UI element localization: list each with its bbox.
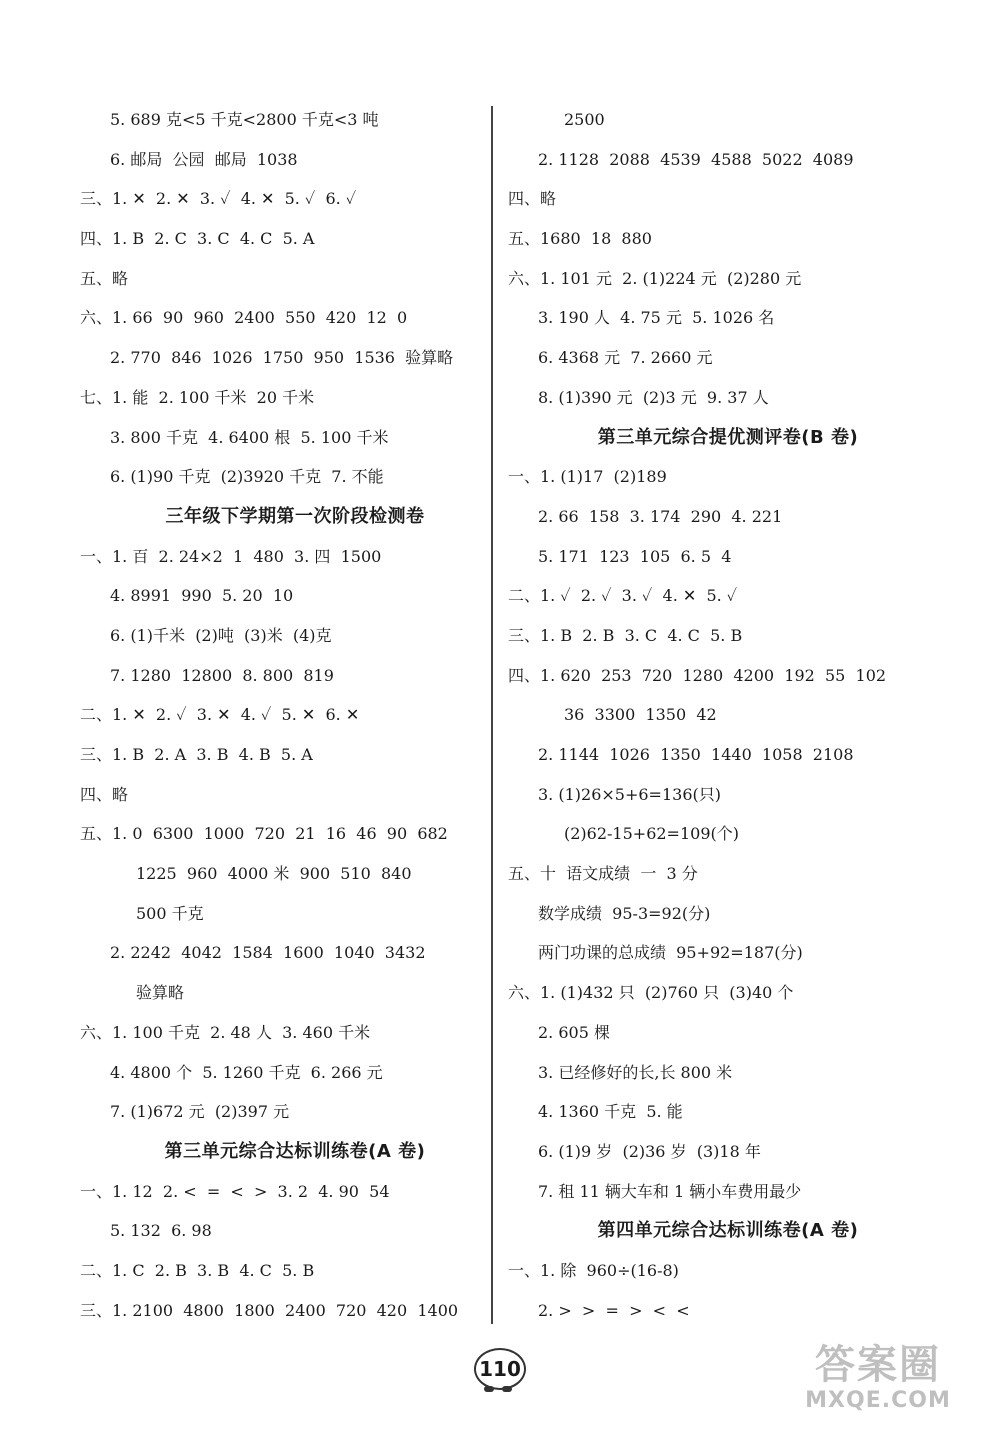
answer-line: 2. 605 棵 [538, 1022, 610, 1042]
mascot-right-foot-icon [502, 1386, 512, 1392]
answer-line: 三、1. ✕ 2. ✕ 3. ✓ 4. ✕ 5. ✓ 6. ✓ [80, 189, 357, 209]
answer-line: 数学成绩 95-3=92(分) [538, 903, 711, 923]
answer-line: 六、1. 100 千克 2. 48 人 3. 460 千米 [80, 1022, 371, 1042]
section-title: 第三单元综合达标训练卷(A 卷) [164, 1140, 426, 1162]
answer-line: 二、1. ✓ 2. ✓ 3. ✓ 4. ✕ 5. ✓ [508, 586, 738, 606]
answer-line: 5. 171 123 105 6. 5 4 [538, 546, 732, 566]
watermark [778, 1342, 978, 1422]
answer-line: 五、十 语文成绩 一 3 分 [508, 864, 698, 884]
answer-line: 2. 770 846 1026 1750 950 1536 验算略 [110, 348, 454, 368]
answer-line: 验算略 [136, 983, 185, 1003]
answer-line: 2500 [564, 110, 605, 129]
answer-line: 500 千克 [136, 903, 204, 923]
answer-line: 六、1. (1)432 只 (2)760 只 (3)40 个 [508, 983, 794, 1003]
answer-line: 2. 2242 4042 1584 1600 1040 3432 [110, 943, 426, 963]
answer-line: 五、1680 18 880 [508, 229, 652, 249]
answer-line: 六、1. 101 元 2. (1)224 元 (2)280 元 [508, 268, 802, 288]
answer-line: 3. 190 人 4. 75 元 5. 1026 名 [538, 308, 775, 328]
section-title: 第四单元综合达标训练卷(A 卷) [597, 1220, 859, 1242]
column-divider [491, 106, 493, 1324]
page-number: 110 [474, 1348, 526, 1390]
watermark-en: MXQE.COM [805, 1388, 951, 1413]
answer-line: 五、略 [80, 268, 129, 288]
answer-line: 一、1. 除 960÷(16-8) [508, 1260, 679, 1280]
answer-line: 4. 8991 990 5. 20 10 [110, 586, 294, 606]
answer-line: 5. 689 克<5 千克<2800 千克<3 吨 [110, 110, 379, 129]
section-title: 第三单元综合提优测评卷(B 卷) [597, 426, 859, 448]
answer-line: 6. (1)千米 (2)吨 (3)米 (4)克 [110, 625, 332, 645]
answer-line: 1225 960 4000 米 900 510 840 [136, 864, 412, 884]
watermark-cn: 答案圈 [815, 1342, 941, 1388]
answer-line: 四、略 [80, 784, 129, 804]
answer-line: 7. 1280 12800 8. 800 819 [110, 665, 334, 685]
answer-line: 六、1. 66 90 960 2400 550 420 12 0 [80, 308, 408, 328]
answer-line: 一、1. 12 2. < = < > 3. 2 4. 90 54 [80, 1181, 390, 1201]
right-column [508, 100, 948, 1330]
answer-line: 3. 已经修好的长,长 800 米 [538, 1062, 733, 1082]
answer-line: 五、1. 0 6300 1000 720 21 16 46 90 682 [80, 824, 448, 844]
answer-line: 一、1. (1)17 (2)189 [508, 467, 667, 487]
answer-line: 8. (1)390 元 (2)3 元 9. 37 人 [538, 387, 769, 407]
left-column [80, 100, 510, 1330]
answer-line: 一、1. 百 2. 24×2 1 480 3. 四 1500 [80, 546, 382, 566]
answer-line: 四、1. 620 253 720 1280 4200 192 55 102 [508, 665, 887, 685]
answer-line: 三、1. 2100 4800 1800 2400 720 420 1400 [80, 1300, 459, 1320]
answer-line: (2)62-15+62=109(个) [564, 824, 739, 844]
answer-line: 四、略 [508, 189, 557, 209]
answer-line: 7. (1)672 元 (2)397 元 [110, 1102, 290, 1122]
answer-line: 2. > > = > < < [538, 1300, 690, 1320]
answer-line: 三、1. B 2. A 3. B 4. B 5. A [80, 745, 313, 764]
answer-line: 二、1. ✕ 2. ✓ 3. ✕ 4. ✓ 5. ✕ 6. ✕ [80, 705, 360, 725]
answer-line: 3. (1)26×5+6=136(只) [538, 784, 721, 804]
answer-line: 7. 租 11 辆大车和 1 辆小车费用最少 [538, 1181, 802, 1201]
answer-line: 5. 132 6. 98 [110, 1221, 212, 1241]
answer-line: 4. 4800 个 5. 1260 千克 6. 266 元 [110, 1062, 383, 1082]
answer-line: 三、1. B 2. B 3. C 4. C 5. B [508, 625, 743, 645]
answer-line: 6. 邮局 公园 邮局 1038 [110, 149, 298, 169]
answer-line: 两门功课的总成绩 95+92=187(分) [538, 943, 803, 963]
answer-line: 2. 66 158 3. 174 290 4. 221 [538, 506, 783, 526]
answer-line: 3. 800 千克 4. 6400 根 5. 100 千米 [110, 427, 389, 447]
answer-line: 4. 1360 千克 5. 能 [538, 1102, 683, 1122]
answer-line: 6. (1)90 千克 (2)3920 千克 7. 不能 [110, 467, 384, 487]
answer-line: 6. 4368 元 7. 2660 元 [538, 348, 713, 368]
section-title: 三年级下学期第一次阶段检测卷 [165, 505, 425, 527]
answer-line: 二、1. C 2. B 3. B 4. C 5. B [80, 1260, 315, 1280]
answer-line: 36 3300 1350 42 [564, 705, 717, 725]
answer-line: 2. 1128 2088 4539 4588 5022 4089 [538, 149, 854, 169]
answer-line: 七、1. 能 2. 100 千米 20 千米 [80, 387, 315, 407]
mascot-left-foot-icon [484, 1386, 494, 1392]
answer-line: 四、1. B 2. C 3. C 4. C 5. A [80, 229, 315, 249]
answer-line: 6. (1)9 岁 (2)36 岁 (3)18 年 [538, 1141, 761, 1161]
answer-line: 2. 1144 1026 1350 1440 1058 2108 [538, 745, 854, 764]
